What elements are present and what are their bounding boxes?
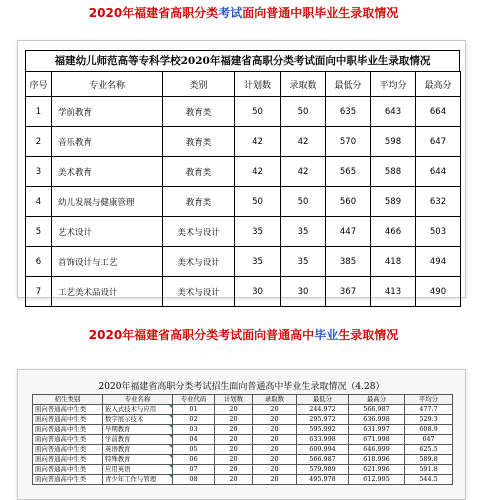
column-header: 最低分: [326, 72, 371, 97]
column-header: 专业名称: [52, 72, 163, 97]
table-2-header-row: [33, 395, 453, 405]
table-cell: 4: [26, 187, 52, 217]
table-1-header-row: [26, 72, 461, 97]
table-cell: 英语教育: [103, 445, 173, 455]
table-cell: 2: [26, 127, 52, 157]
table-cell: 589.8: [405, 455, 453, 465]
table-cell: 早期教育: [103, 425, 173, 435]
table-cell: 20: [253, 455, 297, 465]
table-cell: 3: [26, 157, 52, 187]
table-cell: 20: [215, 455, 253, 465]
table-cell: 20: [253, 465, 297, 475]
table-cell: 面向普通高中生类: [33, 475, 103, 485]
column-header: 专业代码: [173, 395, 215, 405]
table-cell: 494: [416, 247, 461, 277]
table-row: [33, 475, 453, 485]
table-cell: 495.978: [297, 475, 349, 485]
table-cell: 20: [253, 445, 297, 455]
column-header: 平均分: [371, 72, 416, 97]
table-cell: 20: [215, 465, 253, 475]
column-header: 录取数: [281, 72, 326, 97]
table-cell: 面向普通高中生类: [33, 435, 103, 445]
table-cell: 35: [281, 217, 326, 247]
table-cell: 30: [235, 277, 281, 307]
table-cell: 612.995: [349, 475, 405, 485]
table-cell: 418: [371, 247, 416, 277]
table-cell: 1: [26, 97, 52, 127]
table-cell: 595.992: [297, 425, 349, 435]
table-cell: 05: [173, 445, 215, 455]
table-cell: 07: [173, 465, 215, 475]
table-cell: 面向普通高中生类: [33, 465, 103, 475]
table-row: [26, 277, 461, 307]
table-cell: 636.998: [349, 415, 405, 425]
table-cell: 589: [371, 187, 416, 217]
table-cell: 295.972: [297, 415, 349, 425]
table-1-title: 福建幼儿师范高等专科学校2020年福建省高职分类考试面向中职毕业生录取情况: [25, 50, 460, 71]
table-cell: 美术与设计: [163, 247, 235, 277]
column-header: 招生类别: [33, 395, 103, 405]
column-header: 专业名称: [103, 395, 173, 405]
table-cell: 625.5: [405, 445, 453, 455]
table-cell: 20: [215, 405, 253, 415]
table-cell: 579.989: [297, 465, 349, 475]
table-row: [26, 187, 461, 217]
table-cell: 618.996: [349, 455, 405, 465]
table-cell: 20: [253, 425, 297, 435]
table-cell: 664: [416, 97, 461, 127]
heading-1-part-2: 面向普通中职毕业生录取情况: [242, 6, 399, 20]
table-row: [33, 405, 453, 415]
table-cell: 671.998: [349, 435, 405, 445]
table-row: [26, 97, 461, 127]
table-cell: 591.8: [405, 465, 453, 475]
column-header: 类别: [163, 72, 235, 97]
table-cell: 609.994: [297, 445, 349, 455]
table-cell: 20: [253, 415, 297, 425]
table-cell: 560: [326, 187, 371, 217]
table-cell: 644: [416, 157, 461, 187]
table-cell: 631.997: [349, 425, 405, 435]
table-cell: 20: [215, 445, 253, 455]
table-cell: 20: [215, 415, 253, 425]
table-cell: 青少年工作与管理: [103, 475, 173, 485]
table-cell: 04: [173, 435, 215, 445]
table-cell: 566.987: [297, 455, 349, 465]
table-row: [26, 157, 461, 187]
column-header: 计划数: [215, 395, 253, 405]
table-cell: 艺术设计: [52, 217, 163, 247]
table-cell: 6: [26, 247, 52, 277]
table-cell: 50: [235, 187, 281, 217]
table-cell: 08: [173, 475, 215, 485]
table-cell: 20: [215, 425, 253, 435]
table-cell: 42: [281, 127, 326, 157]
table-cell: 美术教育: [52, 157, 163, 187]
heading-2-part-2: 生录取情况: [338, 328, 399, 342]
table-cell: 面向普通高中生类: [33, 415, 103, 425]
table-2-title: 2020年福建省高职分类考试招生面向普通高中毕业生录取情况（4.28）: [98, 382, 385, 392]
table-cell: 544.5: [405, 475, 453, 485]
table-cell: 647: [416, 127, 461, 157]
table-cell: 20: [215, 435, 253, 445]
table-row: [26, 127, 461, 157]
table-row: [26, 247, 461, 277]
table-row: [33, 425, 453, 435]
table-cell: 632: [416, 187, 461, 217]
table-cell: 面向普通高中生类: [33, 445, 103, 455]
table-cell: 美术与设计: [163, 277, 235, 307]
table-row: [26, 217, 461, 247]
column-header: 序号: [26, 72, 52, 97]
column-header: 平均分: [405, 395, 453, 405]
table-cell: 特殊教育: [103, 455, 173, 465]
table-cell: 42: [235, 127, 281, 157]
admission-table-1: [25, 71, 461, 307]
column-header: 最高分: [416, 72, 461, 97]
table-cell: 570: [326, 127, 371, 157]
table-cell: 06: [173, 455, 215, 465]
table-cell: 数字展示技术: [103, 415, 173, 425]
table-cell: 面向普通高中生类: [33, 405, 103, 415]
column-header: 最高分: [349, 395, 405, 405]
table-cell: 42: [235, 157, 281, 187]
table-cell: 643: [371, 97, 416, 127]
table-cell: 20: [215, 475, 253, 485]
admission-table-card-1: [17, 40, 466, 298]
table-cell: 529.3: [405, 415, 453, 425]
table-cell: 音乐教育: [52, 127, 163, 157]
column-header: 最低分: [297, 395, 349, 405]
table-cell: 30: [281, 277, 326, 307]
table-cell: 5: [26, 217, 52, 247]
table-cell: 447: [326, 217, 371, 247]
table-row: [33, 465, 453, 475]
table-cell: 教育类: [163, 187, 235, 217]
table-cell: 413: [371, 277, 416, 307]
table-cell: 教育类: [163, 97, 235, 127]
table-cell: 633.998: [297, 435, 349, 445]
column-header: 录取数: [253, 395, 297, 405]
table-cell: 教育类: [163, 127, 235, 157]
table-cell: 244.972: [297, 405, 349, 415]
table-cell: 02: [173, 415, 215, 425]
column-header: 计划数: [235, 72, 281, 97]
table-cell: 385: [326, 247, 371, 277]
table-cell: 477.7: [405, 405, 453, 415]
table-cell: 35: [235, 247, 281, 277]
table-cell: 635: [326, 97, 371, 127]
table-cell: 565: [326, 157, 371, 187]
heading-2-part-1: 2020年福建省高职分类考试面向普通高中: [88, 328, 315, 342]
table-cell: 621.996: [349, 465, 405, 475]
table-cell: 466: [371, 217, 416, 247]
table-cell: 42: [281, 157, 326, 187]
table-cell: 490: [416, 277, 461, 307]
table-row: [33, 415, 453, 425]
page-heading-2: [0, 326, 487, 343]
table-row: [33, 435, 453, 445]
table-cell: 598: [371, 127, 416, 157]
table-cell: 50: [281, 187, 326, 217]
table-cell: 教育类: [163, 157, 235, 187]
table-cell: 35: [235, 217, 281, 247]
table-cell: 367: [326, 277, 371, 307]
table-cell: 7: [26, 277, 52, 307]
admission-table-card-2: [17, 369, 466, 500]
table-row: [33, 455, 453, 465]
table-cell: 美术与设计: [163, 217, 235, 247]
heading-1-part-1: 2020年福建省高职分类: [88, 6, 219, 20]
table-cell: 面向普通高中生类: [33, 455, 103, 465]
table-cell: 幼儿发展与健康管理: [52, 187, 163, 217]
table-cell: 20: [253, 475, 297, 485]
table-cell: 35: [281, 247, 326, 277]
table-cell: 首饰设计与工艺: [52, 247, 163, 277]
table-cell: 工艺美术品设计: [52, 277, 163, 307]
table-cell: 647: [405, 435, 453, 445]
table-cell: 面向普通高中生类: [33, 425, 103, 435]
table-cell: 嵌入式技术与应用: [103, 405, 173, 415]
table-row: [33, 445, 453, 455]
table-cell: 646.999: [349, 445, 405, 455]
table-cell: 学前教育: [52, 97, 163, 127]
table-cell: 应用英语: [103, 465, 173, 475]
table-cell: 学前教育: [103, 435, 173, 445]
table-cell: 50: [281, 97, 326, 127]
table-cell: 566.987: [349, 405, 405, 415]
table-cell: 03: [173, 425, 215, 435]
admission-table-2: [32, 394, 453, 485]
table-cell: 01: [173, 405, 215, 415]
table-cell: 608.9: [405, 425, 453, 435]
page-heading-1: [0, 4, 487, 21]
heading-2-link-text: 毕业: [314, 328, 339, 342]
table-cell: 588: [371, 157, 416, 187]
table-cell: 20: [253, 405, 297, 415]
table-cell: 20: [253, 435, 297, 445]
table-cell: 503: [416, 217, 461, 247]
table-cell: 50: [235, 97, 281, 127]
heading-1-link-text: 考试: [218, 6, 243, 20]
